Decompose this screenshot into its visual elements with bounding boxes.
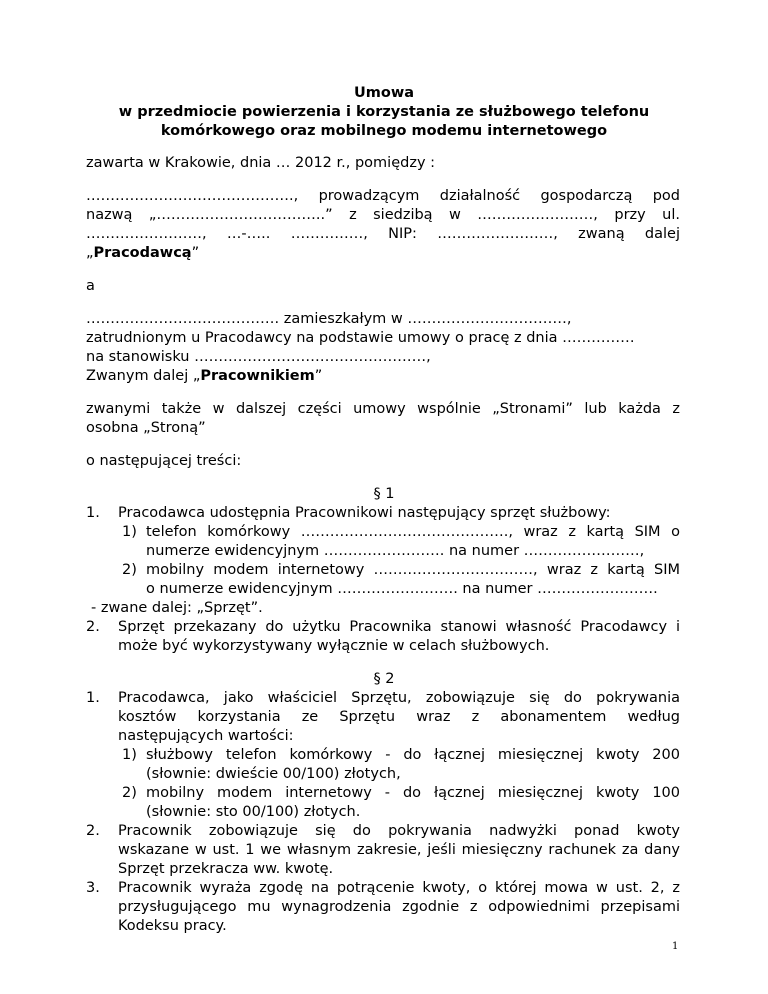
document-subtitle-line1: w przedmiocie powierzenia i korzystania ze służbowego telefonu xyxy=(118,104,650,120)
section1-p1-text: Pracodawca udostępnia Pracownikowi następujący sprzęt służbowy: xyxy=(118,505,611,521)
section1-p2-line1: Sprzęt przekazany do użytku Pracownika stanowi własność Pracodawcy i xyxy=(118,619,680,635)
section2-item1-line2: (słownie: dwieście 00/100) złotych, xyxy=(146,766,401,782)
employee-term: Pracownikiem xyxy=(200,368,315,384)
section2-p3-line3: Kodeksu pracy. xyxy=(118,918,227,934)
employer-line1: ……………………………………., prowadzącym działalność gospodarczą pod xyxy=(86,188,680,204)
section1-p1-number: 1. xyxy=(86,505,100,521)
section2-p2-number: 2. xyxy=(86,823,100,839)
employee-line2: zatrudnionym u Pracodawcy na podstawie umowy o pracę z dnia …………… xyxy=(86,330,635,346)
document-title: Umowa xyxy=(353,85,415,101)
section2-item1-number: 1) xyxy=(122,747,137,763)
employee-line3: na stanowisku …………………………………………, xyxy=(86,349,431,365)
employer-line2: nazwą „……………………………..” z siedzibą w ……………………, przy ul. xyxy=(86,207,680,223)
employee-prefix: Zwanym dalej „ xyxy=(86,368,201,384)
section2-item2-number: 2) xyxy=(122,785,137,801)
parties-line1: zwanymi także w dalszej części umowy wspólnie „Stronami” lub każda z xyxy=(86,401,680,417)
quote-close: ” xyxy=(314,368,323,384)
section2-p2-line3: Sprzęt przekracza ww. kwotę. xyxy=(118,861,334,877)
section2-p3-line1: Pracownik wyraża zgodę na potrącenie kwoty, o której mowa w ust. 2, z xyxy=(118,880,680,896)
quote-open: „ xyxy=(86,245,94,261)
section1-p2-line2: może być wykorzystywany wyłącznie w celach służbowych. xyxy=(118,638,550,654)
page-number: 1 xyxy=(672,941,679,952)
section2-p1-line3: następujących wartości: xyxy=(118,728,294,744)
employee-line1: …………………………………. zamieszkałym w ……………………………, xyxy=(86,311,572,327)
employee-line4 xyxy=(86,367,322,386)
section2-item1-line1: służbowy telefon komórkowy - do łącznej miesięcznej kwoty 200 xyxy=(146,747,680,763)
section2-p3-number: 3. xyxy=(86,880,100,896)
intro-line: zawarta w Krakowie, dnia … 2012 r., pomiędzy : xyxy=(86,155,436,171)
section2-p1-number: 1. xyxy=(86,690,100,706)
section2-item2-line2: (słownie: sto 00/100) złotych. xyxy=(146,804,361,820)
section1-named: - zwane dalej: „Sprzęt”. xyxy=(91,600,263,616)
employer-line3: ……………………, …-….. ……………, NIP: ……………………, zwaną dalej xyxy=(86,226,680,242)
section2-item2-line1: mobilny modem internetowy - do łącznej miesięcznej kwoty 100 xyxy=(146,785,680,801)
section2-p2-line1: Pracownik zobowiązuje się do pokrywania nadwyżki ponad kwoty xyxy=(118,823,680,839)
section2-p1-line2: kosztów korzystania ze Sprzętu wraz z abonamentem według xyxy=(118,709,680,725)
section1-item2-line2: o numerze ewidencyjnym ……………………. na numer ……………………. xyxy=(146,581,658,597)
document-subtitle-line2: komórkowego oraz mobilnego modemu internetowego xyxy=(160,123,608,139)
section1-item1-line1: telefon komórkowy ……………………………………., wraz z kartą SIM o xyxy=(146,524,680,540)
quote-close: ” xyxy=(191,245,200,261)
section1-item1-line2: numerze ewidencyjnym ……………………. na numer ……………………, xyxy=(146,543,645,559)
section1-p2-number: 2. xyxy=(86,619,100,635)
employer-line4 xyxy=(86,244,199,263)
section1-item2-line1: mobilny modem internetowy ……………………………, wraz z kartą SIM xyxy=(146,562,680,578)
parties-line2: osobna „Stroną” xyxy=(86,420,206,436)
section2-heading: § 2 xyxy=(373,671,395,687)
section1-item2-number: 2) xyxy=(122,562,137,578)
content-intro: o następującej treści: xyxy=(86,453,242,469)
employer-term: Pracodawcą xyxy=(93,245,192,261)
section1-item1-number: 1) xyxy=(122,524,137,540)
conjunction-a: a xyxy=(86,278,95,294)
section2-p1-line1: Pracodawca, jako właściciel Sprzętu, zobowiązuje się do pokrywania xyxy=(118,690,680,706)
section1-heading: § 1 xyxy=(373,486,395,502)
section2-p2-line2: wskazane w ust. 1 we własnym zakresie, jeśli miesięczny rachunek za dany xyxy=(118,842,680,858)
section2-p3-line2: przysługującego mu wynagrodzenia zgodnie z odpowiednimi przepisami xyxy=(118,899,680,915)
